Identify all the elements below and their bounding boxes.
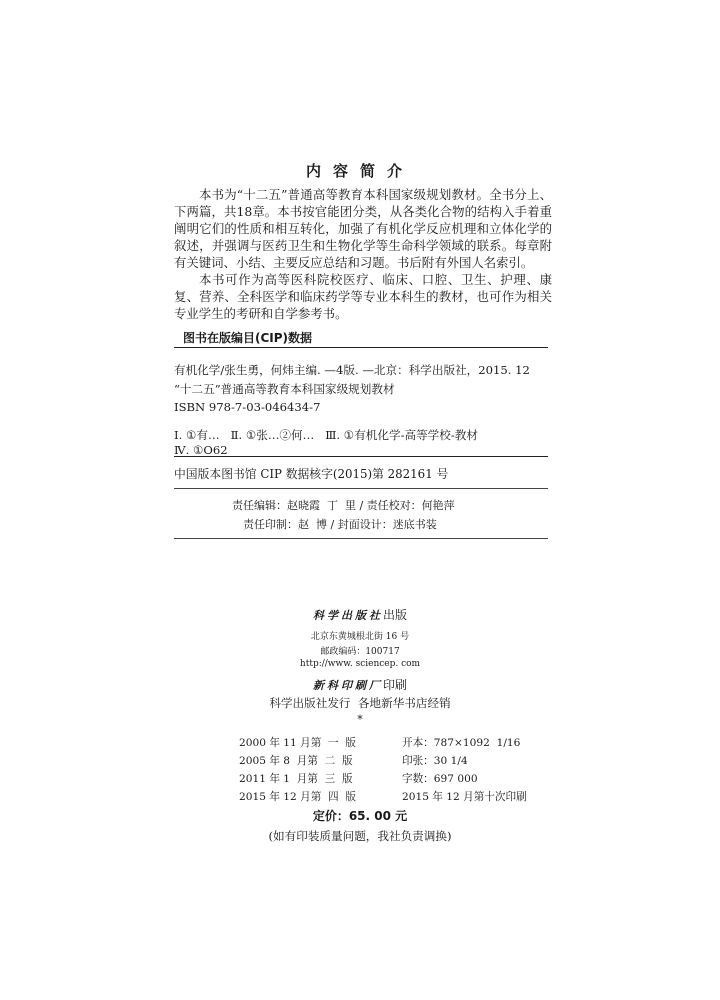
summary-body [174, 186, 552, 322]
printer-name-logo: 新科印刷厂 [312, 679, 383, 692]
edition-row-3-right: 字数：697 000 [402, 773, 478, 785]
credits-bottom-rule [174, 538, 548, 539]
publisher-action: 出版 [382, 608, 407, 622]
cip-heading: 图书在版编目(CIP)数据 [183, 331, 313, 345]
price: 定价：65. 00 元 [312, 809, 408, 823]
editor-credits: 责任编辑：赵晓霞 丁 里 / 责任校对：何艳萍 [232, 499, 455, 512]
edition-row-1-left: 2000 年 11 月第 一 版 [239, 737, 356, 749]
cip-series-line: “十二五”普通高等教育本科国家级规划教材 [174, 382, 395, 396]
publisher-website: http://www. sciencep. com [299, 659, 421, 669]
cip-isbn-line: ISBN 978-7-03-046434-7 [174, 400, 321, 414]
summary-title: 内容简介 [305, 162, 414, 180]
summary-paragraph-1: 本书为“十二五”普通高等教育本科国家级规划教材。全书分上、下两篇，共18章。本书按官能团分类，从各类化合物的结构入手着重阐明它们的性质和相互转化，加强了有机化学反应机理和立体化学的叙述，并强调与医药卫生和生物化学等生命科学领域的联系。每章附有关键词、小结、主要反应总结和习题。书后附有外国人名索引。 [174, 187, 552, 270]
cip-top-rule [174, 347, 548, 348]
edition-row-4-right: 2015 年 12 月第十次印刷 [402, 791, 527, 803]
publisher-name-logo: 科学出版社 [312, 609, 383, 622]
cip-bottom-rule [174, 456, 548, 457]
credits-top-rule [174, 488, 548, 489]
edition-row-1-right: 开本：787×1092 1/16 [402, 737, 521, 749]
edition-row-3-left: 2011 年 1 月第 三 版 [239, 773, 353, 785]
distribution-line: 科学出版社发行 各地新华书店经销 [269, 696, 451, 710]
summary-paragraph-2: 本书可作为高等医科院校医疗、临床、口腔、卫生、护理、康复、营养、全科医学和临床药学等专业本科生的教材，也可作为相关专业学生的考研和自学参考书。 [174, 272, 552, 321]
cip-approval-number: 中国版本图书馆 CIP 数据核字(2015)第 282161 号 [174, 467, 449, 481]
postal-code: 邮政编码：100717 [320, 647, 400, 657]
cip-title-line: 有机化学/张生勇，何炜主编. —4版. —北京：科学出版社，2015. 12 [174, 363, 530, 377]
cip-classification-line: Ⅰ. ①有… Ⅱ. ①张…②何… Ⅲ. ①有机化学-高等学校-教材 [174, 428, 478, 442]
cip-classification-code: Ⅳ. ①O62 [174, 443, 228, 457]
edition-row-2-left: 2005 年 8 月第 二 版 [239, 755, 353, 767]
printer-line [0, 676, 720, 693]
publisher-line [0, 606, 720, 623]
separator-star: * [357, 713, 363, 726]
edition-row-2-right: 印张：30 1/4 [402, 755, 468, 767]
printer-action: 印刷 [382, 678, 407, 692]
edition-row-4-left: 2015 年 12 月第 四 版 [239, 791, 356, 803]
production-credits: 责任印制：赵 博 / 封面设计：迷底书装 [243, 518, 437, 531]
quality-notice: (如有印装质量问题，我社负责调换) [268, 829, 452, 843]
publisher-address: 北京东黄城根北街 16 号 [310, 632, 410, 642]
